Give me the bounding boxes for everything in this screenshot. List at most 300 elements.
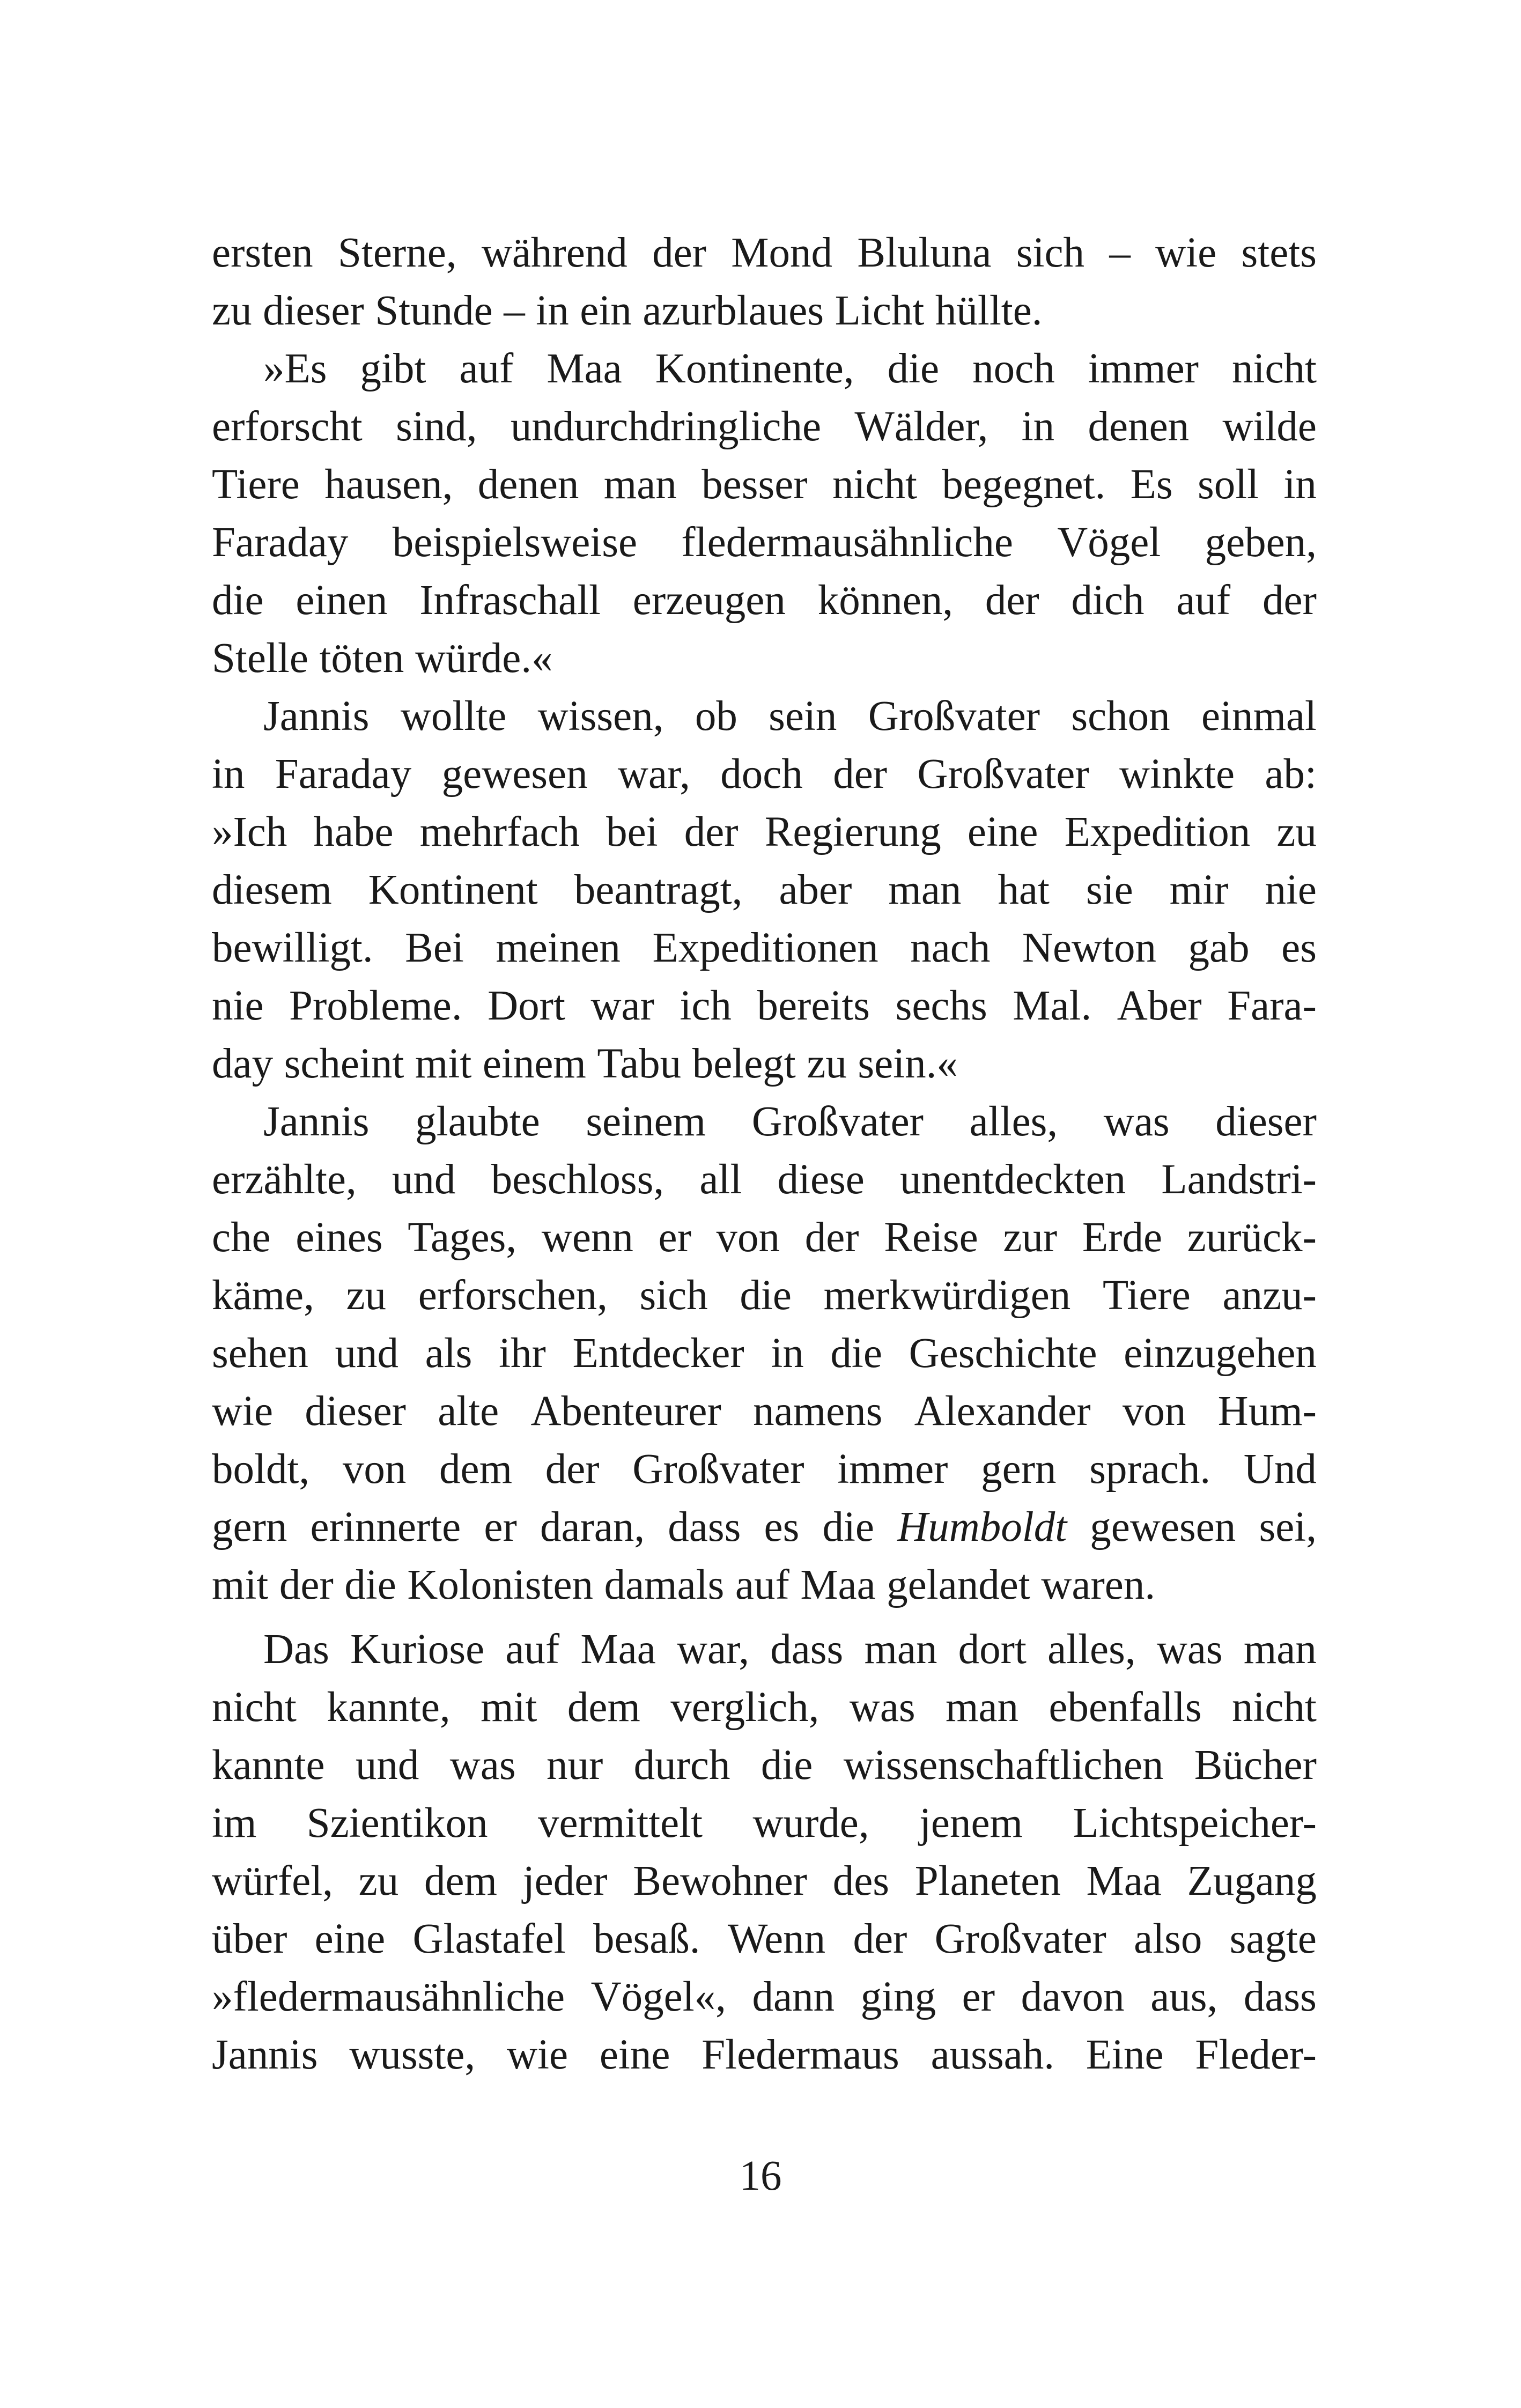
text-line [212, 1556, 1317, 1614]
word: alte [438, 1388, 499, 1435]
word: sind, [396, 403, 477, 450]
word: stets [1241, 230, 1317, 276]
word: erzählte, [212, 1156, 357, 1203]
word: einmal [1201, 693, 1317, 740]
word: day [212, 1040, 274, 1087]
word: gelandet [887, 1562, 1030, 1608]
word: nicht [1232, 345, 1317, 392]
word: bereits [757, 983, 870, 1029]
word: in [771, 1330, 804, 1377]
text-line [212, 224, 1317, 282]
word: nicht [1231, 1684, 1317, 1731]
word: undurchdringliche [510, 403, 822, 450]
word: ich [680, 983, 732, 1029]
word: hat [998, 867, 1050, 913]
word: immer [837, 1446, 948, 1493]
text-line [212, 1968, 1317, 2026]
word: gern [981, 1446, 1057, 1493]
word: Tabu [597, 1040, 682, 1087]
word: Kuriose [350, 1626, 485, 1673]
text-line [212, 1679, 1317, 1737]
word: ebenfalls [1049, 1684, 1202, 1731]
word: nicht [832, 461, 917, 508]
word: mit [415, 1040, 472, 1087]
word: und [335, 1330, 399, 1377]
word: zu [346, 1272, 387, 1319]
word: nach [910, 925, 991, 971]
text-line [212, 1209, 1317, 1267]
word: zu [1276, 809, 1317, 855]
word: was [449, 1742, 516, 1789]
word: waren. [1041, 1562, 1156, 1608]
word: der [985, 577, 1039, 624]
word: der [1262, 577, 1317, 624]
word: Mal. [1013, 983, 1092, 1029]
word: also [1134, 1916, 1202, 1962]
word: dass [770, 1626, 844, 1673]
word: der [853, 1916, 907, 1962]
word: Aber [1117, 983, 1202, 1029]
word: schon [1071, 693, 1170, 740]
word: Sterne, [337, 230, 457, 276]
word: gewesen [441, 751, 588, 797]
word: noch [972, 345, 1055, 392]
text-line [212, 1093, 1317, 1151]
word: der [684, 809, 739, 855]
word: verglich, [670, 1684, 819, 1731]
word: würde.« [415, 635, 553, 682]
word: merkwürdigen [823, 1272, 1071, 1319]
word: es [764, 1504, 800, 1550]
word: die [740, 1272, 792, 1319]
text-line [212, 630, 1317, 688]
word: in [536, 287, 569, 334]
word: Wälder, [854, 403, 988, 450]
text-line [212, 1151, 1317, 1209]
word: »Ich [212, 809, 287, 855]
word: war [590, 983, 654, 1029]
word: doch [720, 751, 803, 797]
text-line [212, 282, 1317, 340]
word: Stunde [375, 287, 493, 334]
word: eine [967, 809, 1038, 855]
word: daran, [540, 1504, 645, 1550]
word: hüllte. [935, 287, 1043, 334]
word: Bluluna [857, 230, 992, 276]
word: wollte [400, 693, 507, 740]
text-line [212, 1441, 1317, 1498]
word: winkte [1119, 751, 1235, 797]
word: wie [212, 1388, 274, 1435]
word: was [1103, 1098, 1170, 1145]
word: nur [546, 1742, 603, 1789]
word: vermittelt [537, 1800, 703, 1846]
text-line [212, 572, 1317, 630]
word: Entdecker [572, 1330, 744, 1377]
word: Vögel [1057, 519, 1161, 566]
word: habe [313, 809, 394, 855]
word: war, [617, 751, 690, 797]
word: damals [604, 1562, 725, 1608]
word: wie [506, 2032, 568, 2078]
word: dann [752, 1974, 835, 2020]
word: Fara- [1227, 983, 1317, 1029]
word: Landstri- [1161, 1156, 1317, 1203]
word: mit [212, 1562, 269, 1608]
word: der [652, 230, 706, 276]
word: man [864, 1626, 937, 1673]
word: sein [769, 693, 837, 740]
word: durch [633, 1742, 730, 1789]
word: alles, [1047, 1626, 1136, 1673]
word: dem [439, 1446, 513, 1493]
word: che [212, 1214, 271, 1261]
word: sechs [895, 983, 987, 1029]
word: Lichtspeicher- [1073, 1800, 1317, 1846]
word: denen [477, 461, 579, 508]
body-text [212, 224, 1317, 2084]
word: ersten [212, 230, 313, 276]
word: erforscht [212, 403, 363, 450]
word: Bücher [1194, 1742, 1317, 1789]
word: in [1021, 403, 1055, 450]
word: und [355, 1742, 419, 1789]
word: auf [459, 345, 514, 392]
word: Vögel«, [590, 1974, 726, 2020]
word: eine [314, 1916, 386, 1962]
word: alles, [969, 1098, 1058, 1145]
word: diesem [212, 867, 332, 913]
word: jenem [919, 1800, 1023, 1846]
word: Expeditionen [652, 925, 878, 971]
word: Wenn [727, 1916, 826, 1962]
word: Abenteurer [530, 1388, 721, 1435]
word: es [1281, 925, 1317, 971]
word: Hum- [1217, 1388, 1317, 1435]
word: käme, [212, 1272, 314, 1319]
word: eine [599, 2032, 670, 2078]
word: während [481, 230, 627, 276]
word: Mond [731, 230, 833, 276]
word: Bewohner [633, 1858, 807, 1904]
page-number: 16 [739, 2153, 782, 2199]
word: Newton [1022, 925, 1157, 971]
word: Infraschall [419, 577, 601, 624]
word: aussah. [931, 2032, 1054, 2078]
word: man [946, 1684, 1019, 1731]
word: Tiere [1102, 1272, 1191, 1319]
word: Großvater [934, 1916, 1106, 1962]
word: Maa [547, 345, 622, 392]
word: auf [505, 1626, 560, 1673]
word: Und [1243, 1446, 1317, 1493]
word: zurück- [1187, 1214, 1317, 1261]
word: mehrfach [419, 809, 580, 855]
word: Großvater [917, 751, 1089, 797]
text-line [212, 861, 1317, 919]
word: azurblaues [643, 287, 824, 334]
text-line [212, 745, 1317, 803]
word: sich [639, 1272, 708, 1319]
word: können, [817, 577, 954, 624]
word: dieser [1215, 1098, 1317, 1145]
word: Szientikon [306, 1800, 488, 1846]
word: einem [482, 1040, 586, 1087]
word: kannte [212, 1742, 325, 1789]
word: immer [1088, 345, 1199, 392]
word: Faraday [275, 751, 412, 797]
word: erinnerte [310, 1504, 461, 1550]
word: Alexander [914, 1388, 1091, 1435]
word: Fleder- [1195, 2032, 1317, 2078]
word: wissenschaftlichen [843, 1742, 1164, 1789]
word: Erde [1082, 1214, 1163, 1261]
word: dort [958, 1626, 1027, 1673]
word: erzeugen [632, 577, 786, 624]
word: er [658, 1214, 691, 1261]
word: ging [860, 1974, 936, 2020]
word: in [212, 751, 245, 797]
word: auf [1176, 577, 1231, 624]
text-line [212, 1498, 1317, 1556]
word: Eine [1086, 2032, 1164, 2078]
word: war, [676, 1626, 749, 1673]
word: des [832, 1858, 890, 1904]
word: besser [702, 461, 808, 508]
word: man [888, 867, 962, 913]
word: Großvater [632, 1446, 804, 1493]
word: auf [735, 1562, 789, 1608]
word: ob [695, 693, 737, 740]
word: anzu- [1222, 1272, 1317, 1319]
word: Regierung [764, 809, 941, 855]
word: wurde, [752, 1800, 869, 1846]
word: die [212, 577, 264, 624]
word: der [545, 1446, 600, 1493]
word: ihr [499, 1330, 546, 1377]
word: sein.« [858, 1040, 958, 1087]
word: er [484, 1504, 517, 1550]
word: all [699, 1156, 742, 1203]
word: der [279, 1562, 334, 1608]
word: von [342, 1446, 407, 1493]
word: gewesen [1090, 1504, 1236, 1550]
word: begegnet. [942, 461, 1106, 508]
word: Maa [1086, 1858, 1162, 1904]
word: sprach. [1089, 1446, 1211, 1493]
word: geben, [1205, 519, 1317, 566]
word: seinem [586, 1098, 706, 1145]
word: glaubte [415, 1098, 540, 1145]
word: gibt [360, 345, 426, 392]
word: »Es [263, 345, 327, 392]
text-line [212, 919, 1317, 977]
word: Großvater [868, 693, 1040, 740]
word: Zugang [1187, 1858, 1317, 1904]
text-line [212, 977, 1317, 1035]
text-line [212, 803, 1317, 861]
word: Jannis [212, 2032, 318, 2078]
word: man [1243, 1626, 1317, 1673]
word: davon [1021, 1974, 1125, 2020]
text-line [212, 1035, 1317, 1093]
text-line [212, 1325, 1317, 1383]
word: Großvater [751, 1098, 924, 1145]
word: Stelle [212, 635, 308, 682]
word: Kolonisten [407, 1562, 594, 1608]
word: was [1156, 1626, 1223, 1673]
word: aus, [1150, 1974, 1218, 2020]
word: aber [779, 867, 852, 913]
word: beschloss, [491, 1156, 664, 1203]
word: erforschen, [418, 1272, 608, 1319]
text-line [212, 398, 1317, 456]
word: zu [358, 1858, 399, 1904]
word: Bei [405, 925, 464, 971]
text-line [212, 456, 1317, 514]
word: mit [481, 1684, 537, 1731]
word: zur [1003, 1214, 1058, 1261]
word: Expedition [1064, 809, 1251, 855]
word: töten [319, 635, 404, 682]
word: die [822, 1504, 874, 1550]
text-line [212, 1852, 1317, 1910]
word: – [1109, 230, 1131, 276]
word: jeder [522, 1858, 608, 1904]
word: Planeten [914, 1858, 1061, 1904]
word: Maa [580, 1626, 656, 1673]
word: ein [580, 287, 632, 334]
word: Fledermaus [702, 2032, 899, 2078]
word: gern [212, 1504, 287, 1550]
word: sie [1086, 867, 1133, 913]
word: dieser [305, 1388, 406, 1435]
word: nicht [212, 1684, 297, 1731]
word: bei [606, 809, 658, 855]
word: zu [807, 1040, 847, 1087]
word: was [849, 1684, 915, 1731]
word: kannte, [327, 1684, 451, 1731]
text-line [212, 1737, 1317, 1794]
word: Jannis [263, 1098, 370, 1145]
word: der [804, 1214, 859, 1261]
word: meinen [496, 925, 621, 971]
word: Glastafel [412, 1916, 566, 1962]
text-line [212, 2026, 1317, 2084]
word: – [504, 287, 525, 334]
word: sich [1016, 230, 1085, 276]
word: Probleme. [289, 983, 462, 1029]
word: beispielsweise [392, 519, 638, 566]
word: wilde [1222, 403, 1317, 450]
word: würfel, [212, 1858, 333, 1904]
word: sehen [212, 1330, 308, 1377]
word: die [830, 1330, 882, 1377]
word: Tiere [212, 461, 300, 508]
word: über [212, 1916, 287, 1962]
word: beantragt, [574, 867, 743, 913]
word: Tages, [408, 1214, 517, 1261]
word: dem [424, 1858, 497, 1904]
word: die [887, 345, 940, 392]
word: einzugehen [1124, 1330, 1317, 1377]
word: gab [1188, 925, 1250, 971]
word: von [1122, 1388, 1186, 1435]
word: dass [668, 1504, 741, 1550]
word: soll [1197, 461, 1259, 508]
word: als [425, 1330, 472, 1377]
word: in [1283, 461, 1317, 508]
word: Reise [884, 1214, 978, 1261]
word: nie [212, 983, 264, 1029]
text-line [212, 1383, 1317, 1441]
word: ab: [1265, 751, 1317, 797]
word: nie [1265, 867, 1317, 913]
word: und [392, 1156, 456, 1203]
word: einen [296, 577, 388, 624]
word: boldt, [212, 1446, 310, 1493]
word: der [833, 751, 888, 797]
word: im [212, 1800, 257, 1846]
word: diese [777, 1156, 865, 1203]
word: von [716, 1214, 780, 1261]
word: »fledermausähnliche [212, 1974, 565, 2020]
word: Das [263, 1626, 329, 1673]
word: wie [1155, 230, 1217, 276]
text-line [212, 514, 1317, 572]
word: bewilligt. [212, 925, 373, 971]
text-line [212, 1267, 1317, 1325]
word: man [603, 461, 677, 508]
word: wenn [541, 1214, 633, 1261]
word: dem [567, 1684, 640, 1731]
word: Dort [488, 983, 565, 1029]
word: Jannis [263, 693, 370, 740]
word: eines [296, 1214, 383, 1261]
word: Faraday [212, 519, 349, 566]
word: namens [753, 1388, 883, 1435]
word: unentdeckten [900, 1156, 1126, 1203]
word: Geschichte [909, 1330, 1097, 1377]
word: Kontinente, [655, 345, 854, 392]
word: fledermausähnliche [681, 519, 1013, 566]
word: dieser [263, 287, 364, 334]
word: besaß. [593, 1916, 700, 1962]
word: belegt [692, 1040, 796, 1087]
text-line [212, 1621, 1317, 1679]
text-line [212, 340, 1317, 398]
word: scheint [284, 1040, 404, 1087]
word: sei, [1259, 1504, 1317, 1550]
word: wissen, [537, 693, 664, 740]
word: Kontinent [368, 867, 538, 913]
word: wusste, [349, 2032, 476, 2078]
text-line [212, 688, 1317, 745]
word: dich [1071, 577, 1145, 624]
word: denen [1088, 403, 1190, 450]
word: die [344, 1562, 396, 1608]
word: zu [212, 287, 252, 334]
text-line [212, 1910, 1317, 1968]
word: Maa [800, 1562, 876, 1608]
word: Licht [835, 287, 925, 334]
word: er [962, 1974, 995, 2020]
text-line [212, 1794, 1317, 1852]
word: hausen, [324, 461, 453, 508]
word: Es [1130, 461, 1173, 508]
word: sagte [1229, 1916, 1317, 1962]
word: die [760, 1742, 813, 1789]
